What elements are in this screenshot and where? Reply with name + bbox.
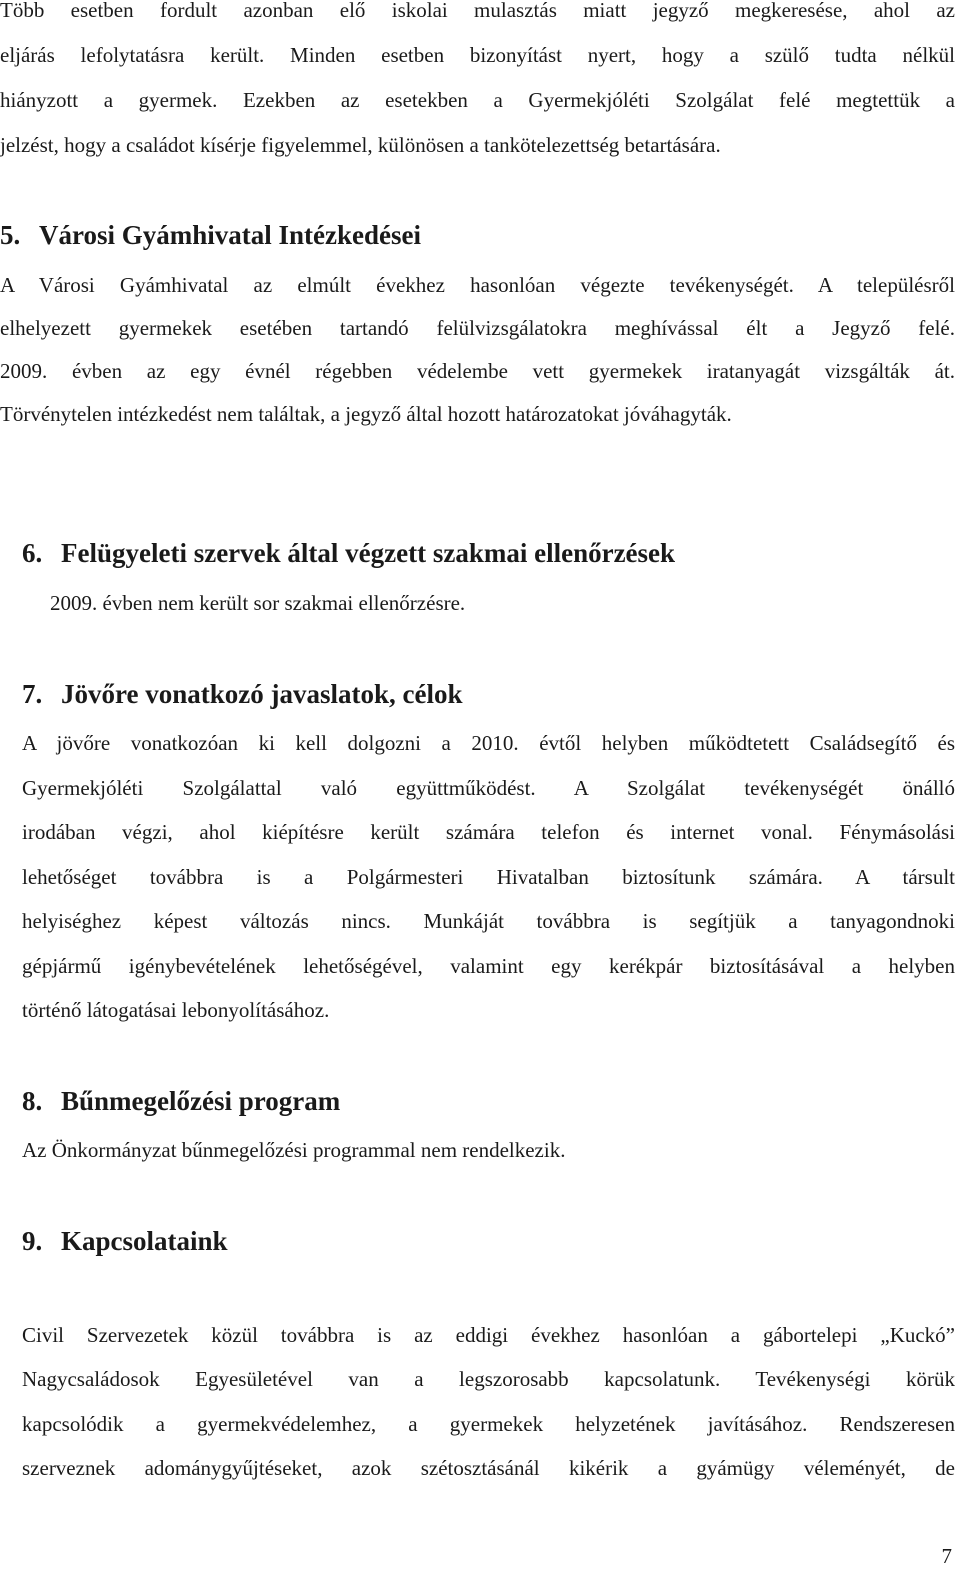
page-number: 7 (941, 1544, 952, 1568)
section7-line: történő látogatásai lebonyolításához. (22, 998, 330, 1022)
section-title: Kapcsolataink (61, 1226, 228, 1256)
section7-line: lehetőséget továbbra is a Polgármesteri Hivatalban biztosítunk számára. A társult (22, 865, 955, 889)
section7-line: irodában végzi, ahol kiépítésre került számára telefon és internet vonal. Fénymásolási (22, 820, 955, 844)
section9-line: Civil Szervezetek közül továbbra is az eddigi évekhez hasonlóan a gábortelepi „Kuckó” (22, 1323, 955, 1347)
section-number: 6. (22, 538, 43, 568)
section-title: Jövőre vonatkozó javaslatok, célok (61, 679, 463, 709)
section5-line: 2009. évben az egy évnél régebben védelembe vett gyermekek iratanyagát vizsgálták át. (0, 359, 955, 383)
section-heading (22, 1084, 340, 1118)
section-title: Felügyeleti szervek által végzett szakmai ellenőrzések (61, 538, 676, 568)
intro-line: Több esetben fordult azonban elő iskolai mulasztás miatt jegyző megkeresése, ahol az (0, 0, 955, 22)
intro-line: jelzést, hogy a családot kísérje figyelemmel, különösen a tankötelezettség betartására. (0, 133, 721, 157)
intro-line: eljárás lefolytatásra került. Minden esetben bizonyítást nyert, hogy a szülő tudta nélkül (0, 43, 955, 67)
section7-line: gépjármű igénybevételének lehetőségével, valamint egy kerékpár biztosításával a helyben (22, 954, 955, 978)
section-heading (22, 1224, 228, 1258)
section7-line: A jövőre vonatkozóan ki kell dolgozni a 2010. évtől helyben működtetett Családsegítő és (22, 731, 955, 755)
section-number: 5. (0, 220, 21, 250)
section5-line: Törvénytelen intézkedést nem találtak, a jegyző által hozott határozatokat jóváhagyták. (0, 402, 732, 426)
section7-line: Gyermekjóléti Szolgálattal való együttműködést. A Szolgálat tevékenységét önálló (22, 776, 955, 800)
section-title: Városi Gyámhivatal Intézkedései (39, 220, 421, 250)
section8-line: Az Önkormányzat bűnmegelőzési programmal nem rendelkezik. (22, 1138, 566, 1162)
section9-line: szerveznek adománygyűjtéseket, azok szétosztásánál kikérik a gyámügy véleményét, de (22, 1456, 955, 1480)
section-number: 9. (22, 1226, 43, 1256)
section-heading (22, 677, 462, 711)
section7-line: helyiséghez képest változás nincs. Munkáját továbbra is segítjük a tanyagondnoki (22, 909, 955, 933)
section9-line: Nagycsaládosok Egyesületével van a legszorosabb kapcsolatunk. Tevékenységi körük (22, 1367, 955, 1391)
section-number: 8. (22, 1086, 43, 1116)
intro-line: hiányzott a gyermek. Ezekben az esetekben a Gyermekjóléti Szolgálat felé megtettük a (0, 88, 955, 112)
section9-line: kapcsolódik a gyermekvédelemhez, a gyermekek helyzetének javításához. Rendszeresen (22, 1412, 955, 1436)
section-title: Bűnmegelőzési program (61, 1086, 341, 1116)
section5-line: A Városi Gyámhivatal az elmúlt évekhez hasonlóan végezte tevékenységét. A településről (0, 273, 955, 297)
section-heading (22, 536, 675, 570)
section6-line: 2009. évben nem került sor szakmai ellenőrzésre. (50, 591, 466, 615)
section5-line: elhelyezett gyermekek esetében tartandó felülvizsgálatokra meghívással élt a Jegyző felé. (0, 316, 955, 340)
section-number: 7. (22, 679, 43, 709)
section-heading (0, 218, 421, 252)
